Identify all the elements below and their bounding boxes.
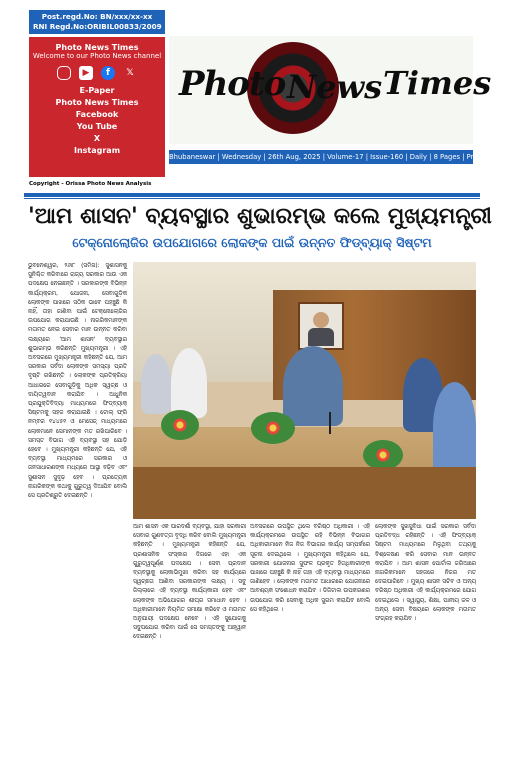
article-column-2 [133, 523, 246, 767]
instagram-icon[interactable] [57, 66, 71, 80]
photo-person-1 [141, 354, 171, 414]
platform-x[interactable]: X [93, 134, 101, 143]
photo-flowers-1 [161, 410, 199, 440]
channel-title: Photo News Times [55, 43, 139, 52]
header-info-panel [29, 10, 165, 190]
post-regd-number: Post.regd.No: BN/xxx/xx-xx [41, 12, 153, 21]
article-column-3 [250, 523, 370, 767]
dateline-bar: Bhubaneswar | Wednesday | 26th Aug, 2025 | Volume-17 | Issue-160 | Daily | 8 Pages | Price:Rs.5/- [169, 150, 473, 164]
x-icon[interactable]: 𝕏 [126, 68, 134, 78]
article-column-4 [375, 523, 476, 767]
channel-tagline: Welcome to our Photo News channel [32, 52, 162, 60]
social-icons [29, 66, 165, 80]
article-column-1 [28, 262, 127, 767]
platform-list [29, 85, 165, 157]
rni-regd-number: RNI Regd.No:ORIBIL00833/2009 [33, 22, 162, 31]
photo-table-front [133, 467, 476, 519]
platform-instagram[interactable]: Instagram [73, 146, 121, 155]
column-3-text: ଅବସରରେ ଉପସ୍ଥିତ ଥିଲେ ବରିଷ୍ଠ ଅଧିକାରୀ । ଏହି କାର୍ଯ୍ୟକ୍ରମରେ ଉପସ୍ଥିତ ରହି ବିଭିନ୍ନ ବିଭାଗର ଅଧିକାରୀମାନେ ନିଜ ନିଜ ବିଭାଗର କାର୍ଯ୍ୟ ସମ୍ପର୍କରେ ସୂଚନା ଦେଇଥିଲେ । ମୁଖ୍ୟମନ୍ତ୍ରୀ କହିଥିଲେ ଯେ, ସରକାରୀ ଯୋଜନାର ସୁଫଳ ପ୍ରକୃତ ହିତାଧିକାରୀଙ୍କ ପାଖରେ ପହଞ୍ଚୁଛି କି ନାହିଁ ତାହା ଏହି ବ୍ୟବସ୍ଥା ମାଧ୍ୟମରେ ଜାଣିହେବ । ଲୋକଙ୍କ ମତାମତ ଆଧାରରେ ଯୋଜନାରେ ଆବଶ୍ୟକ ସଂଶୋଧନ କରାଯିବ । ଡିଜିଟାଲ ଉପକରଣର ଉପଯୋଗ କରି ସେବାକୁ ଅଧିକ ସୁଗମ କରାଯିବ ବୋଲି ସେ କହିଥିଲେ । [250, 524, 370, 613]
meeting-photo [133, 262, 476, 519]
photo-flowers-2 [251, 412, 295, 444]
channel-promo [29, 37, 165, 177]
masthead-word-times: Times [383, 64, 492, 102]
article-subhead: ଟେକ୍ନୋଲୋଜିର ଉପଯୋଗରେ ଲୋକଙ୍କ ପାଇଁ ଉନ୍ନତ ଫିଡ୍‌ବ୍ୟାକ୍ ସିଷ୍ଟମ [72, 235, 432, 250]
divider-bar [24, 193, 480, 197]
column-4-text: ଲୋକଙ୍କ ସୁଖସୁବିଧା ପାଇଁ ସରକାର ସର୍ବଦା ପ୍ରତିବଦ୍ଧ ରହିଛନ୍ତି । ଏହି ଫିଡ୍‌ବ୍ୟାକ୍ ସିଷ୍ଟମ ମାଧ୍ୟମରେ ମିଳୁଥିବା ତଥ୍ୟକୁ ବିଶ୍ଳେଷଣ କରି ସେବାର ମାନ ଉନ୍ନତ କରାଯିବ । ଆମ ଶାସନ ପୋର୍ଟାଲ ଜରିଆରେ ନାଗରିକମାନେ ସହଜରେ ନିଜର ମତ ଦେଇପାରିବେ । ମୁଖ୍ୟ ଶାସନ ସଚିବ ଓ ଅନ୍ୟ ବରିଷ୍ଠ ଅଧିକାରୀ ଏହି କାର୍ଯ୍ୟକ୍ରମରେ ଯୋଗ ଦେଇଥିଲେ । ସ୍ୱାସ୍ଥ୍ୟ, ଶିକ୍ଷା, ପାନୀୟ ଜଳ ଓ ଅନ୍ୟ ସେବା ବିଷୟରେ ଲୋକଙ୍କ ମତାମତ ସଂଗ୍ରହ କରାଯିବ । [375, 524, 476, 623]
youtube-icon[interactable]: ▶ [79, 66, 93, 80]
photo-person-2 [171, 348, 207, 418]
registration-box [29, 10, 165, 34]
column-2-text: ଆମ ଶାସନ ଏକ ପାରଦର୍ଶୀ ବ୍ୟବସ୍ଥା, ଯାହା ସରକାରୀ ସେବାର ଗୁଣବତ୍ତା ବୃଦ୍ଧି କରିବ ବୋଲି ମୁଖ୍ୟମନ୍ତ୍ରୀ କହିଛନ୍ତି । ମୁଖ୍ୟମନ୍ତ୍ରୀ କହିଛନ୍ତି ଯେ, ପ୍ରଶାସନିକ ସଂସ୍କାର ଦିଗରେ ଏହା ଏକ ଗୁରୁତ୍ୱପୂର୍ଣ୍ଣ ପଦକ୍ଷେପ । ସେବା ପ୍ରଦାନ ବ୍ୟବସ୍ଥାକୁ ଲୋକାଭିମୁଖୀ କରିବା ସହ କାର୍ଯ୍ୟରେ ସ୍ୱଚ୍ଛତା ଆଣିବା ସରକାରଙ୍କ ଲକ୍ଷ୍ୟ । ସବୁ ଜିଲ୍ଲାରେ ଏହି ବ୍ୟବସ୍ଥା କାର୍ଯ୍ୟକାରୀ ହେବ ଏବଂ ଲୋକଙ୍କ ଅଭିଯୋଗର ଶୀଘ୍ର ସମାଧାନ ହେବ । ଅଧିକାରୀମାନେ ନିୟମିତ ସମୀକ୍ଷା କରିବେ ଓ ମତାମତ ଅନୁଯାୟୀ ପଦକ୍ଷେପ ନେବେ । ଏହି ସୁଯୋଗକୁ ସଦୁପଯୋଗ କରିବା ପାଇଁ ସେ ସମସ୍ତଙ୍କୁ ଆହ୍ୱାନ ଦେଇଛନ୍ତି । [133, 524, 246, 641]
photo-microphone [329, 412, 331, 434]
masthead-logo [169, 36, 492, 144]
column-1-text: ଭୁବନେଶ୍ୱର, ୨୬ା୮ (ସମିସ): ସୁଶାସନକୁ ସୁନିଶ୍ଚିତ କରିବାରେ ରାଜ୍ୟ ସରକାର ଆଉ ଏକ ପଦକ୍ଷେପ ନେଇଛନ୍ତି । ସରକାରଙ୍କ ବିଭିନ୍ନ କାର୍ଯ୍ୟକ୍ରମ, ଯୋଜନା, ସେବାଗୁଡ଼ିକ ଲୋକଙ୍କ ପାଖରେ ସଠିକ ଭାବେ ପହଞ୍ଚୁଛି କି ନାହିଁ, ତାହା ଜାଣିବା ପାଇଁ ଟେକ୍ନୋଲୋଜିର ଉପଯୋଗ କରାଯାଉଛି । ନାଗରିକମାନଙ୍କ ମତାମତ ନେଇ ସେବାର ମାନ ଉନ୍ନତ କରିବା ଲକ୍ଷ୍ୟରେ 'ଆମ ଶାସନ' ବ୍ୟବସ୍ଥାର ଶୁଭାରମ୍ଭ କରିଛନ୍ତି ମୁଖ୍ୟମନ୍ତ୍ରୀ । ଏହି ଅବସରରେ ମୁଖ୍ୟମନ୍ତ୍ରୀ କହିଛନ୍ତି ଯେ, ଆମ ସରକାର ସର୍ବଦା ଲୋକଙ୍କ ସମସ୍ୟା ପ୍ରତି ଦୃଷ୍ଟି ରଖିଛନ୍ତି । ଲୋକଙ୍କ ପ୍ରତିକ୍ରିୟା ଆଧାରରେ ସେବାଗୁଡ଼ିକୁ ଅଧିକ ସ୍ୱଚ୍ଛ ଓ ଦାୟିତ୍ୱବାନ କରାଯିବ । ଆଧୁନିକ ପ୍ରଯୁକ୍ତିବିଦ୍ୟା ମାଧ୍ୟମରେ ଫିଡ୍‌ବ୍ୟାକ୍ ସିଷ୍ଟମକୁ ସହଜ କରାଯାଇଛି । ଟୋଲ୍ ଫ୍ରି ନମ୍ବର ୧୪୪୫୧ ଓ ମେସେଜ୍ ମାଧ୍ୟମରେ ଲୋକମାନେ ସେମାନଙ୍କ ମତ ରଖିପାରିବେ । ସମସ୍ତ ବିଭାଗ ଏହି ବ୍ୟବସ୍ଥା ସହ ଯୋଡ଼ି ହେବେ । ମୁଖ୍ୟମନ୍ତ୍ରୀ କହିଛନ୍ତି ଯେ, ଏହି ବ୍ୟବସ୍ଥା ମାଧ୍ୟମରେ ସରକାର ଓ ଜନସାଧାରଣଙ୍କ ମଧ୍ୟରେ ଆସ୍ଥା ବଢ଼ିବ ଏବଂ ସୁଶାସନ ସୁଦୃଢ଼ ହେବ । ପ୍ରତ୍ୟେକ ନାଗରିକଙ୍କ କଥାକୁ ଗୁରୁତ୍ୱ ଦିଆଯିବ ବୋଲି ସେ ପ୍ରତିଶ୍ରୁତି ଦେଇଛନ୍ତି । [28, 263, 127, 500]
copyright-text: Copyright - Orissa Photo News Analysis [29, 181, 152, 187]
divider-line [24, 198, 480, 199]
photo-person-3 [283, 346, 343, 426]
article-headline: 'ଆମ ଶାସନ' ବ୍ୟବସ୍ଥାର ଶୁଭାରମ୍ଭ କଲେ ମୁଖ୍ୟମନ୍ତ୍ରୀ [28, 204, 492, 229]
platform-photo-news-times[interactable]: Photo News Times [55, 98, 139, 107]
facebook-icon[interactable]: f [101, 66, 115, 80]
masthead-word-photo: Photo [179, 64, 286, 104]
masthead-word-news: News [287, 68, 383, 106]
platform-facebook[interactable]: Facebook [75, 110, 119, 119]
photo-flowers-3 [363, 440, 403, 470]
wall-portrait [298, 302, 344, 350]
photo-person-5 [433, 382, 476, 472]
platform-epaper[interactable]: E-Paper [79, 86, 115, 95]
platform-youtube[interactable]: You Tube [76, 122, 118, 131]
